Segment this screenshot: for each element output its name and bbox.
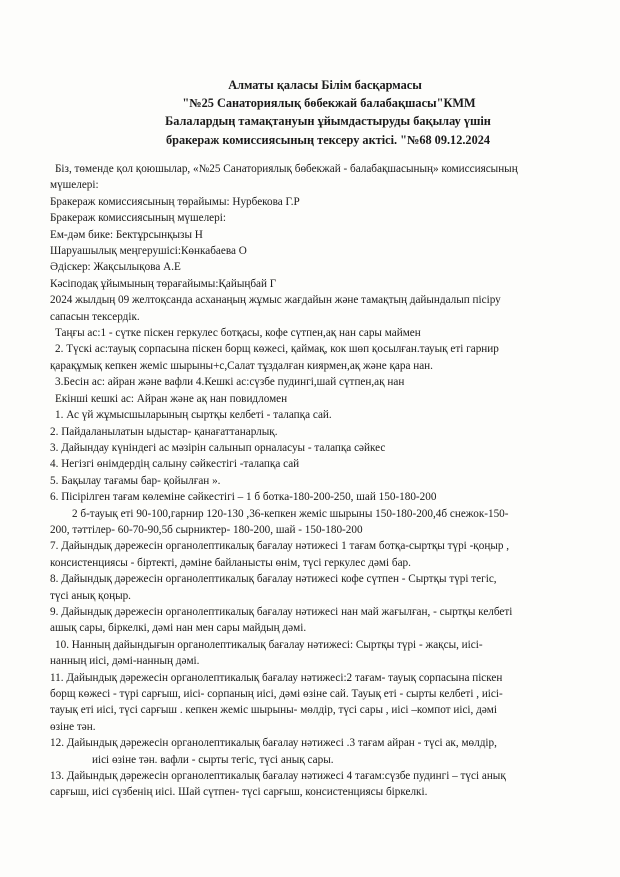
body-line: сапасын тексердік. [50,310,140,323]
body-line: 3.Бесін ас: айран және вафли 4.Кешкі ас:сүзбе пудингі,шай сүтпен,ақ нан [55,376,405,389]
body-line: 6. Пісірілген тағам көлеміне сәйкестігі – 1 б ботка-180-200-250, шай 150-180-200 [50,491,437,504]
body-line: Ем-дәм бике: Бектұрсынқызы Н [50,228,203,241]
header-act-title: бракераж комиссиясының тексеру актісі. "№68 09.12.2024 [165,132,491,147]
body-line: Бракераж комиссиясының мүшелері: [50,212,226,225]
body-line: сарғыш, иісі сүзбенің иісі. Шай сүтпен- түсі сарғыш, консистенциясы біркелкі. [50,786,428,799]
body-line: 12. Дайындық дәрежесін органолептикалық бағалау нәтижесі .3 тағам айран - түсі ак, мөлдір, [50,737,497,750]
header-institution: "№25 Санаториялық бөбекжай балабақшасы"КММ [182,96,476,111]
body-line: Бракераж комиссиясының төрайымы: Нурбекова Г.Р [50,195,300,208]
body-line: 1. Ас үй жұмысшыларының сыртқы келбеті - талапқа сай. [55,409,332,422]
body-line: 10. Нанның дайындығын органолептикалық бағалау нәтижесі: Сыртқы түрі - жақсы, иісі- [55,638,483,651]
body-line: Әдіскер: Жақсылықова А.Е [50,261,181,274]
body-line: 13. Дайындық дәрежесін органолептикалық бағалау нәтижесі 4 тағам:сүзбе пудингі – түсі анық [50,770,506,783]
body-line: Кәсіподақ ұйымының төрағайымы:Қайыңбай Г [50,277,277,290]
body-line: 3. Дайындау күніндегі ас мәзірін салынып орналасуы - талапқа сәйкес [50,441,386,454]
document-header [0,76,620,149]
body-line: өзіне тән. [50,720,96,733]
body-line: қарақұмық кепкен жеміс шырыны+с,Салат тұздалған киярмен,ақ және қара нан. [50,359,433,372]
body-line: борщ көжесі - түрі сарғыш, иісі- сорпаның иісі, дәмі өзіне сай. Тауық еті - сырты келбеті , иісі- [50,688,503,700]
body-line: 11. Дайындық дәрежесін органолептикалық бағалау нәтижесі:2 тағам- тауық сорпасына піскен [50,671,503,684]
body-line: 7. Дайындық дәрежесін органолептикалық бағалау нәтижесі 1 тағам ботқа-сыртқы түрі -қоңыр , [50,540,510,553]
body-line: 5. Бақылау тағамы бар- қойылған ». [50,474,221,487]
body-line: 8. Дайындық дәрежесін органолептикалық бағалау нәтижесі кофе сүтпен - Сыртқы түрі тегіс, [50,573,497,586]
body-line: ашық сары, біркелкі, дәмі нан мен сары майдың дәмі. [50,622,307,635]
body-line: Шаруашылық меңгерушісі:Көнкабаева О [50,245,247,258]
body-line: 9. Дайындық дәрежесін органолептикалық бағалау нәтижесі нан май жағылған, - сыртқы келбеті [50,605,513,618]
body-line: консистенциясы - біртекті, дәміне байланысты өнім, түсі геркулес дәмі бар. [50,556,411,569]
body-line: 2. Түскі ас:тауық сорпасына піскен борщ көжесі, қаймақ, кок шөп қосылған.тауық еті гарнир [55,343,499,356]
body-line: тауық еті иісі, түсі сарғыш . кепкен жеміс шырыны- мөлдір, түсі сары , иісі –компот иісі, дәмі [50,704,497,717]
body-line: 2. Пайдаланылатын ыдыстар- қанағаттанарлық. [50,425,278,438]
body-line: түсі анық қоңыр. [50,589,131,602]
body-line: нанның иісі, дәмі-нанның дәмі. [50,655,200,668]
body-line: 200, тәттілер- 60-70-90,5б сырниктер- 180-200, шай - 150-180-200 [50,523,363,536]
body-line: 2 б-тауық еті 90-100,гарнир 120-130 ,36-кепкен жеміс шырыны 150-180-200,4б снежок-150- [72,507,509,520]
body-line: 2024 жылдың 09 желтоқсанда асханаңың жұмыс жағдайын және тамақтың дайындалып пісіру [50,294,501,307]
body-line: Екінші кешкі ас: Айран және ақ нан повидломен [55,392,288,405]
body-line: Таңғы ас:1 - сүтке піскен геркулес ботқасы, кофе сүтпен,ақ нан сары маймен [55,327,421,340]
body-line: мүшелері: [50,179,99,192]
body-line: иісі өзіне тән. вафли - сырты тегіс, түсі анық сары. [92,753,334,766]
document-body [50,161,585,801]
header-department: Алматы қаласы Білім басқармасы [228,78,422,92]
body-line: Біз, төменде қол қоюшылар, «№25 Санаториялық бөбекжай - балабақшасының» комиссиясының [55,163,518,175]
body-line: 4. Негізгі өнімдердің салыну сәйкестігі -талапқа сай [50,458,300,471]
header-purpose: Балалардың тамақтануын ұйымдастыруды бақылау үшін [165,114,491,129]
